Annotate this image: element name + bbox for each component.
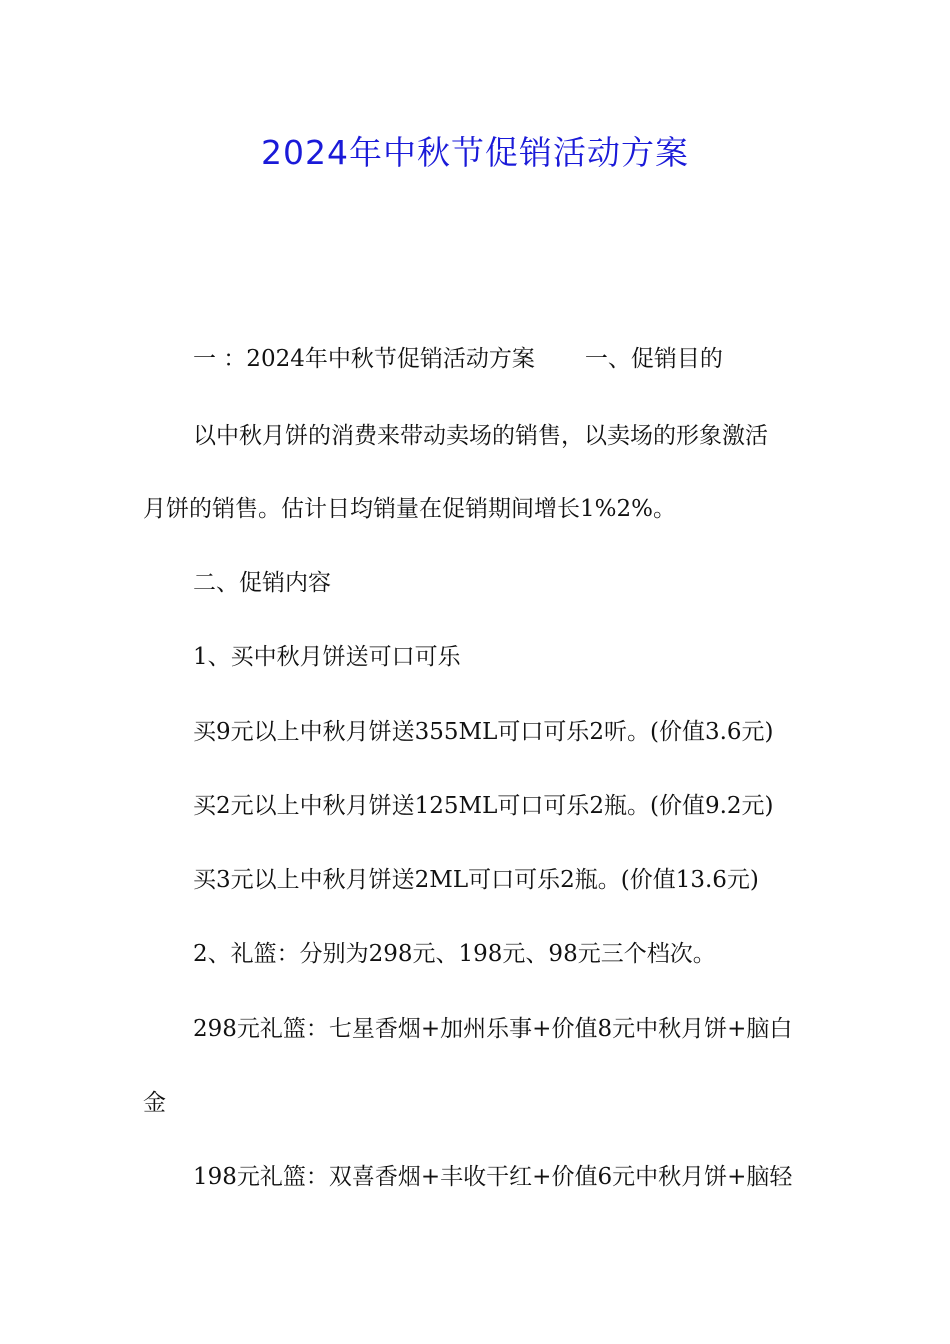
section-heading-intro: 一 ：2024年中秋节促销活动方案: [193, 346, 535, 372]
paragraph-line-2: 以中秋月饼的消费来带动卖场的销售，以卖场的形象激活: [193, 423, 768, 449]
gift-basket-198: 198元礼篮：双喜香烟+丰收干红+价值6元中秋月饼+脑轻: [193, 1164, 793, 1190]
promo-line-1: 买9元以上中秋月饼送355ML可口可乐2听。(价值3.6元): [193, 719, 774, 745]
document-title: 2024年中秋节促销活动方案: [261, 133, 689, 172]
paragraph-line-1: [193, 342, 723, 376]
list-item-2: 2、礼篮：分别为298元、198元、98元三个档次。: [193, 941, 716, 967]
gift-basket-298: 298元礼篮：七星香烟+加州乐事+价值8元中秋月饼+脑白: [193, 1016, 793, 1042]
promo-line-2: 买2元以上中秋月饼送125ML可口可乐2瓶。(价值9.2元): [193, 793, 774, 819]
gift-basket-298-cont: 金: [143, 1090, 166, 1116]
list-item-1: 1、买中秋月饼送可口可乐: [193, 644, 461, 670]
paragraph-line-3: 月饼的销售。估计日均销量在促销期间增长1%2%。: [143, 496, 676, 522]
section-heading-content: 二、促销内容: [193, 570, 331, 596]
section-heading-purpose: 一、促销目的: [584, 346, 723, 372]
promo-line-3: 买3元以上中秋月饼送2ML可口可乐2瓶。(价值13.6元): [193, 867, 759, 893]
